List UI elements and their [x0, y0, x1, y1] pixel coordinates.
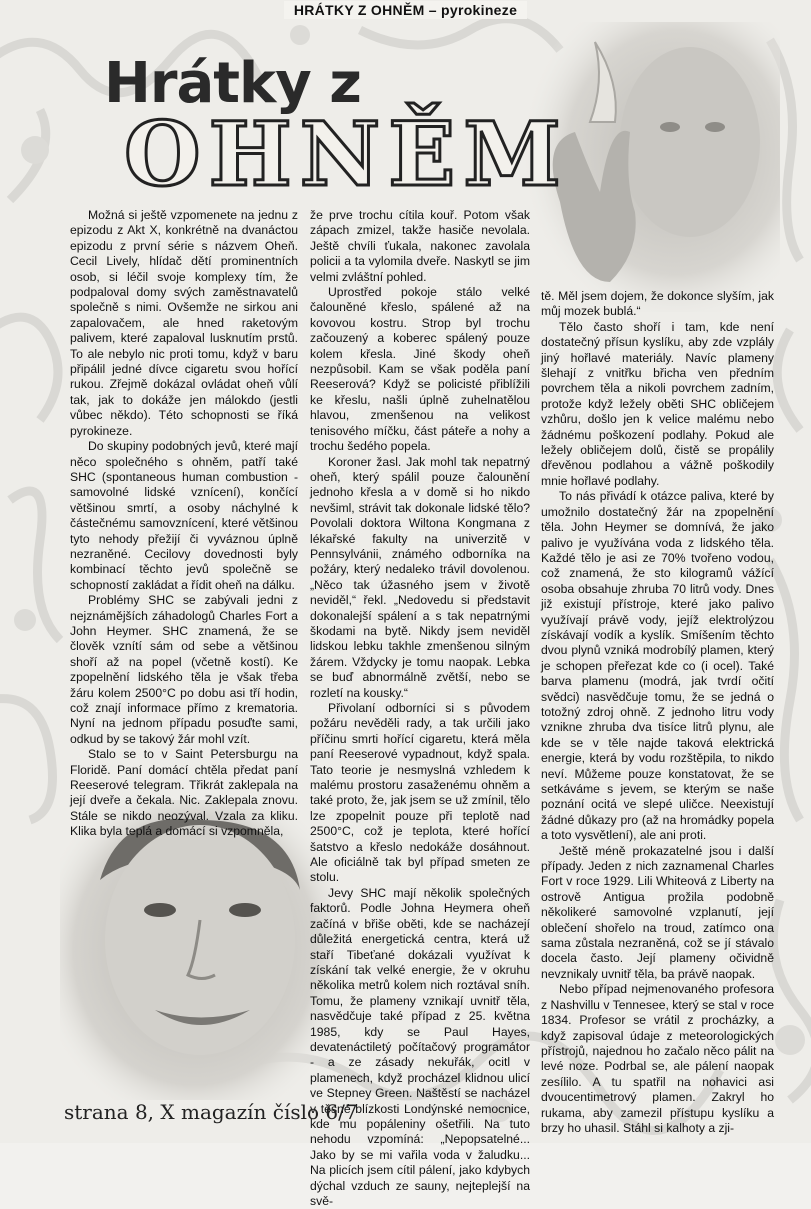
article-title-line1: Hrátky z [104, 51, 361, 116]
article-column-2 [310, 208, 530, 1209]
article-title-line2: OHNĚM [124, 102, 569, 206]
paragraph: To nás přivádí k otázce paliva, které by umožnilo dostatečný žár na zpopelnění těla. John Heymer se domnívá, že jako palivo je využívána voda z lidského těla. Každé tělo je asi ze 70% tvořeno vodou, což znamená, že sto kilogramů vážící osoba obsahuje zhruba 70 litrů vody. Dnes již existují přístroje, které jako palivo využívají právě vody, jejíž elektrolýzou získávají vodík a kyslík. Smíšením těchto dvou plynů vzniká modrobílý plamen, který je schopen přeřezat kde co (i ocel). Také barva plamenu (modrá, jak tvrdí očití svědci) nasvědčuje tomu, že se jedná o totožný zdroj ohně. Z jednoho litru vody vznikne zhruba dva tisíce litrů plynu, ale kde se v těle najde taková elektrická energie, která by vodu rozštěpila, to nikdo neví. Můžeme pouze konstatovat, že se setkáváme s jevem, se kterým se naše poznání ocitá ve slepé uličce. Neexistují žádné důkazy pro (až na hromádky popela a toto vysvětlení), ale ani proti. [541, 489, 774, 843]
paragraph: Stalo se to v Saint Petersburgu na Floridě. Paní domácí chtěla předat paní Reeserové telegram. Třikrát zaklepala na její dveře a čekala. Nic. Zaklepala znovu. Stále se nikdo neozýval. Vzala za kliku. Klika byla teplá a domácí si vzpomněla, [70, 747, 298, 839]
page-footer: strana 8, X magazín číslo 6/7 [64, 1100, 358, 1124]
paragraph: Uprostřed pokoje stálo velké čalouněné křeslo, spálené až na kovovou kostru. Strop byl trochu začouzený a koberec spálený pouze kolem křesla. Jiné škody oheň nezpůsobil. Kam se však poděla paní Reeserová? Když se policisté přiblížili ke křeslu, našli úplně zuhelnatělou hlavou, zmenšenou na velikost tenisového míčku, část páteře a nohy a trochu šedého popela. [310, 285, 530, 454]
running-head-bar [0, 0, 811, 22]
article-column-3 [541, 289, 774, 1136]
paragraph: Nebo případ nejmenovaného profesora z Nashvillu v Tennesee, který se stal v roce 1834. Profesor se vrátil z procházky, a když zapisoval údaje z meteorologických přístrojů, najednou ho začalo něco pálit na levé noze. Podrbal se, ale pálení naopak zesílilo. A tu spatřil na nohavici asi dvoucentimetrový plamen. Zakryl ho rukama, aby zamezil přístupu kyslíku a brzy ho uhasil. Stáhl si kalhoty a zji- [541, 982, 774, 1135]
paragraph: Jevy SHC mají několik společných faktorů. Podle Johna Heymera oheň začíná v břiše oběti, kde se nacházejí důležitá energetická centra, která už staří Tibeťané dokázali využívat k získání tak velké energie, že v okruhu několika metrů kolem nich roztával sníh. Tomu, že plameny vznikají uvnitř těla, nasvědčuje také případ z 25. května 1985, kdy se Paul Hayes, devatenáctiletý počítačový programátor - a ze zásady nekuřák, ocitl v plamenech, když procházel klidnou ulicí ve Stepney Green. Naštěstí se nacházel v těsné blízkosti Londýnské nemocnice, kde mu popáleniny ošetřili. Na tuto nehodu vzpomíná: „Nepopsatelné... Jako by se mi vařila voda v žaludku... Na plicích jsem cítil pálení, jako kdybych dýchal vzduch ze sauny, nejteplejší na svě- [310, 885, 530, 1208]
face-photo [60, 800, 330, 1100]
paragraph: Možná si ještě vzpomenete na jednu z epizodu z Akt X, konkrétně na dvanáctou epizodu z první série s názvem Oheň. Cecil Lively, hlídač dětí prominentních osob, si léčil svoje komplexy tím, že podpaloval domy svých zaměstnavatelů společně s nimi. Ovšemže ne sirkou ani zapalovačem, ale hned raketovým palivem, které zapaloval lusknutím prstů. To ale nebylo nic proti tomu, když v baru připálil jedné dívce cigaretu svou hořící rukou. Zřejmě dokázal ovládat oheň vůlí tak, jak to dokáže jen málokdo (jestli vůbec někdo). Této schopnosti se říká pyrokineze. [70, 208, 298, 438]
paragraph: Problémy SHC se zabývali jedni z nejznámějších záhadologů Charles Fort a John Heymer. SHC znamená, že se člověk vznítí sám od sebe a většinou shoří až na popel (včetně kostí). Ke zpopelnění lidského těla je však třeba žáru kolem 2500°C po dobu asi tří hodin, což znají informace přímo z krematoria. Nyní na jednom případu posuďte sami, odkud by se takový žár mohl vzít. [70, 593, 298, 746]
running-head: HRÁTKY Z OHNĚM – pyrokineze [284, 1, 527, 19]
paragraph: tě. Měl jsem dojem, že dokonce slyším, jak můj mozek bublá.“ [541, 289, 774, 319]
paragraph: Do skupiny podobných jevů, které mají něco společného s ohněm, patří také SHC (spontaneous human combustion - samovolné lidské vznícení), končící většinou smrtí, a osoby náchylné k částečnému samovznícení, které většinou tyto nehody přežijí či vyváznou úplně nezraněné. Cecilovy dovednosti byly kombinací těchto jevů společně se schopností zakládat a řídit oheň na dálku. [70, 439, 298, 592]
paragraph: Ještě méně prokazatelné jsou i další případy. Jeden z nich zaznamenal Charles Fort v roce 1929. Lili Whiteová z Liberty na ostrově Antigua prožila podobně několikeré samovolné vzplanutí, její oblečení shořelo na troud, zatímco ona sama zůstala nezraněná, což se jí stávalo docela často. Její plameny očividně nevznikaly uvnitř těla, ba právě naopak. [541, 843, 774, 981]
paragraph: Tělo často shoří i tam, kde není dostatečný přísun kyslíku, aby zde vzplály jiný hořlavé materiály. Navíc plameny šlehají z vnitřku břicha ven předním povrchem těla a nikoli povrchem zadním, protože když ležely oběti SHC obličejem vzhůru, došlo jen k velice malému nebo žádnému poškození podlahy. Pokud ale ležely obličejem dolů, čistě se propálily dřevěnou podlahou a vážně poškodily mnie hořlavé podlahy. [541, 319, 774, 488]
paragraph: Přivolaní odborníci si s původem požáru nevěděli rady, a tak určili jako příčinu smrti hořící cigaretu, která měla paní Reeserové vypadnout, když spala. Tato teorie je nesmyslná vzhledem k malému prostoru zasaženému ohněm a také proto, že, jak jsem se už zmínil, tělo lze zpopelnit pouze při teplotě nad 2500°C, což je teplota, které hořící šatstvo a křeslo nedokáže dosáhnout. Ale oficiálně tak byl případ smeten ze stolu. [310, 701, 530, 885]
article-column-1 [70, 208, 298, 840]
paragraph: Koroner žasl. Jak mohl tak nepatrný oheň, který spálil pouze čalounění jednoho křesla a v domě si ho nikdo nevšiml, strávit tak dokonale lidské tělo? Povolali doktora Wiltona Kongmana z lékařské fakulty na univerzitě v Pennsylvánii, známého odborníka na požáry, který nedaleko trávil dovolenou. „Něco tak úžasného jsem v životě neviděl,“ řekl. „Nedovedu si představit dokonalejší spálení a s tak nepatrnými škodami na bytě. Nikdy jsem neviděl lidskou lebku takhle zmenšenou silným žárem. Vždycky je tomu naopak. Lebka se buď abnormálně zvětší, nebo se rozletí na kousky.“ [310, 454, 530, 700]
paragraph: že prve trochu cítila kouř. Potom však zápach zmizel, takže hasiče nevolala. Ještě chvíli ťukala, nakonec zavolala policii a ta vylomila dveře. Naskytl se jim velmi zvláštní pohled. [310, 208, 530, 284]
